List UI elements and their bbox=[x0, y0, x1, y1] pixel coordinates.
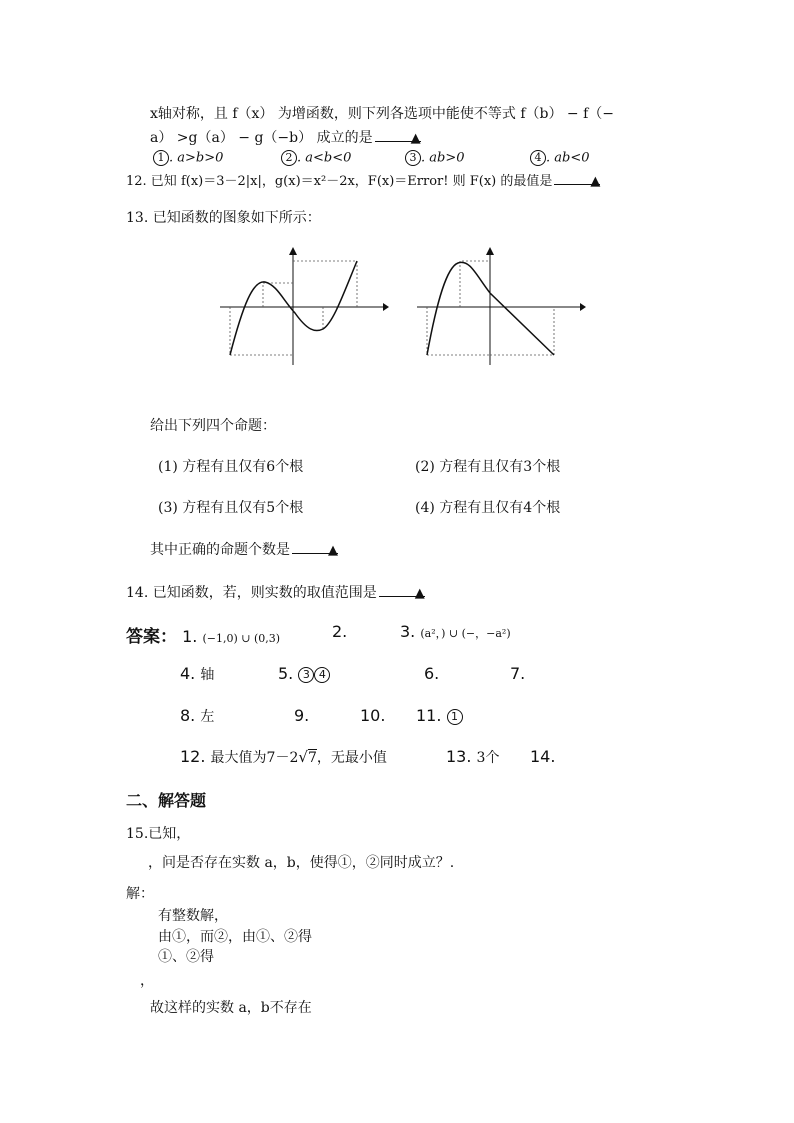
solution-conclusion: 故这样的实数 a，b不存在 bbox=[150, 1000, 312, 1016]
q11-line1: x轴对称，且 f（x） 为增函数，则下列各选项中能使不等式 f（b） − f（− bbox=[150, 106, 615, 122]
guide-line bbox=[263, 283, 293, 307]
q11-line2: a） >g（a） − g（−b） 成立的是 ▲ bbox=[150, 130, 421, 146]
answer-7: 7. bbox=[510, 664, 526, 683]
q15-line2: ，问是否存在实数 a，b，使得①，②同时成立？. bbox=[148, 855, 455, 871]
answer-9: 9. bbox=[294, 706, 310, 725]
solution-step-2: 由①，而②，由①、②得 bbox=[158, 929, 312, 945]
answer-6: 6. bbox=[424, 664, 440, 683]
answer-11: 11. 1 bbox=[416, 706, 463, 725]
q13-intro: 13. 已知函数的图象如下所示： bbox=[126, 210, 321, 226]
q15-line1: 15.已知， bbox=[126, 826, 191, 842]
answer-14: 14. bbox=[530, 747, 556, 766]
solution-step-3: ①、②得 bbox=[158, 949, 214, 965]
marker-triangle: ▲ bbox=[590, 174, 601, 189]
q12-text: 12. 已知 f(x)＝3－2|x|，g(x)＝x²－2x，F(x)＝Error! 则 F(x) 的最值是 ▲ bbox=[126, 174, 601, 189]
q13-proposition-3: (3) 方程有且仅有5个根 bbox=[158, 500, 304, 516]
x-axis-arrow bbox=[383, 303, 389, 311]
q13-proposition-2: (2) 方程有且仅有3个根 bbox=[415, 459, 561, 475]
graph-left bbox=[215, 245, 390, 370]
q13-lead: 给出下列四个命题： bbox=[150, 418, 276, 434]
q13-proposition-1: (1) 方程有且仅有6个根 bbox=[158, 459, 304, 475]
q14-text: 14. 已知函数，若，则实数的取值范围是 ▲ bbox=[126, 585, 425, 601]
marker-triangle: ▲ bbox=[414, 586, 425, 601]
section-heading: 二、解答题 bbox=[126, 791, 207, 810]
q11-option-2: 2 . a<b<0 bbox=[281, 150, 351, 166]
answer-10: 10. bbox=[360, 706, 386, 725]
q11-option-1: 1 . a>b>0 bbox=[153, 150, 223, 166]
guide-line bbox=[490, 307, 554, 355]
q11-option-3: 3 . ab>0 bbox=[405, 150, 465, 166]
answer-12: 12. 最大值为7－2√7，无最小值 bbox=[180, 747, 387, 766]
guide-line bbox=[230, 307, 293, 355]
solution-step-1: 有整数解， bbox=[158, 908, 228, 924]
answer-4: 4. 轴 bbox=[180, 664, 215, 683]
answer-13: 13. 3个 bbox=[446, 747, 500, 766]
answer-2: 2. bbox=[332, 622, 348, 641]
x-axis-arrow bbox=[580, 303, 586, 311]
marker-triangle: ▲ bbox=[328, 543, 338, 558]
guide-line bbox=[460, 261, 490, 307]
answer-8: 8. 左 bbox=[180, 706, 215, 725]
q13-proposition-4: (4) 方程有且仅有4个根 bbox=[415, 500, 561, 516]
answers-label: 答案： bbox=[126, 627, 177, 647]
y-axis-arrow bbox=[289, 247, 297, 255]
answer-5: 5. 3 4 bbox=[278, 664, 330, 683]
solution-step-4: ， bbox=[140, 973, 154, 989]
graph-right bbox=[412, 245, 587, 370]
answer-3: 3. (a²，) ∪ (−，−a²) bbox=[400, 622, 511, 641]
q13-ask: 其中正确的命题个数是 ▲ bbox=[150, 542, 338, 558]
answers-row-1: 答案： 1. (−1,0) ∪ (0,3) bbox=[126, 627, 281, 647]
y-axis-arrow bbox=[486, 247, 494, 255]
marker-triangle: ▲ bbox=[410, 131, 421, 146]
guide-line bbox=[427, 307, 490, 355]
solution-label: 解： bbox=[126, 886, 154, 902]
q11-option-4: 4 . ab<0 bbox=[530, 150, 590, 166]
